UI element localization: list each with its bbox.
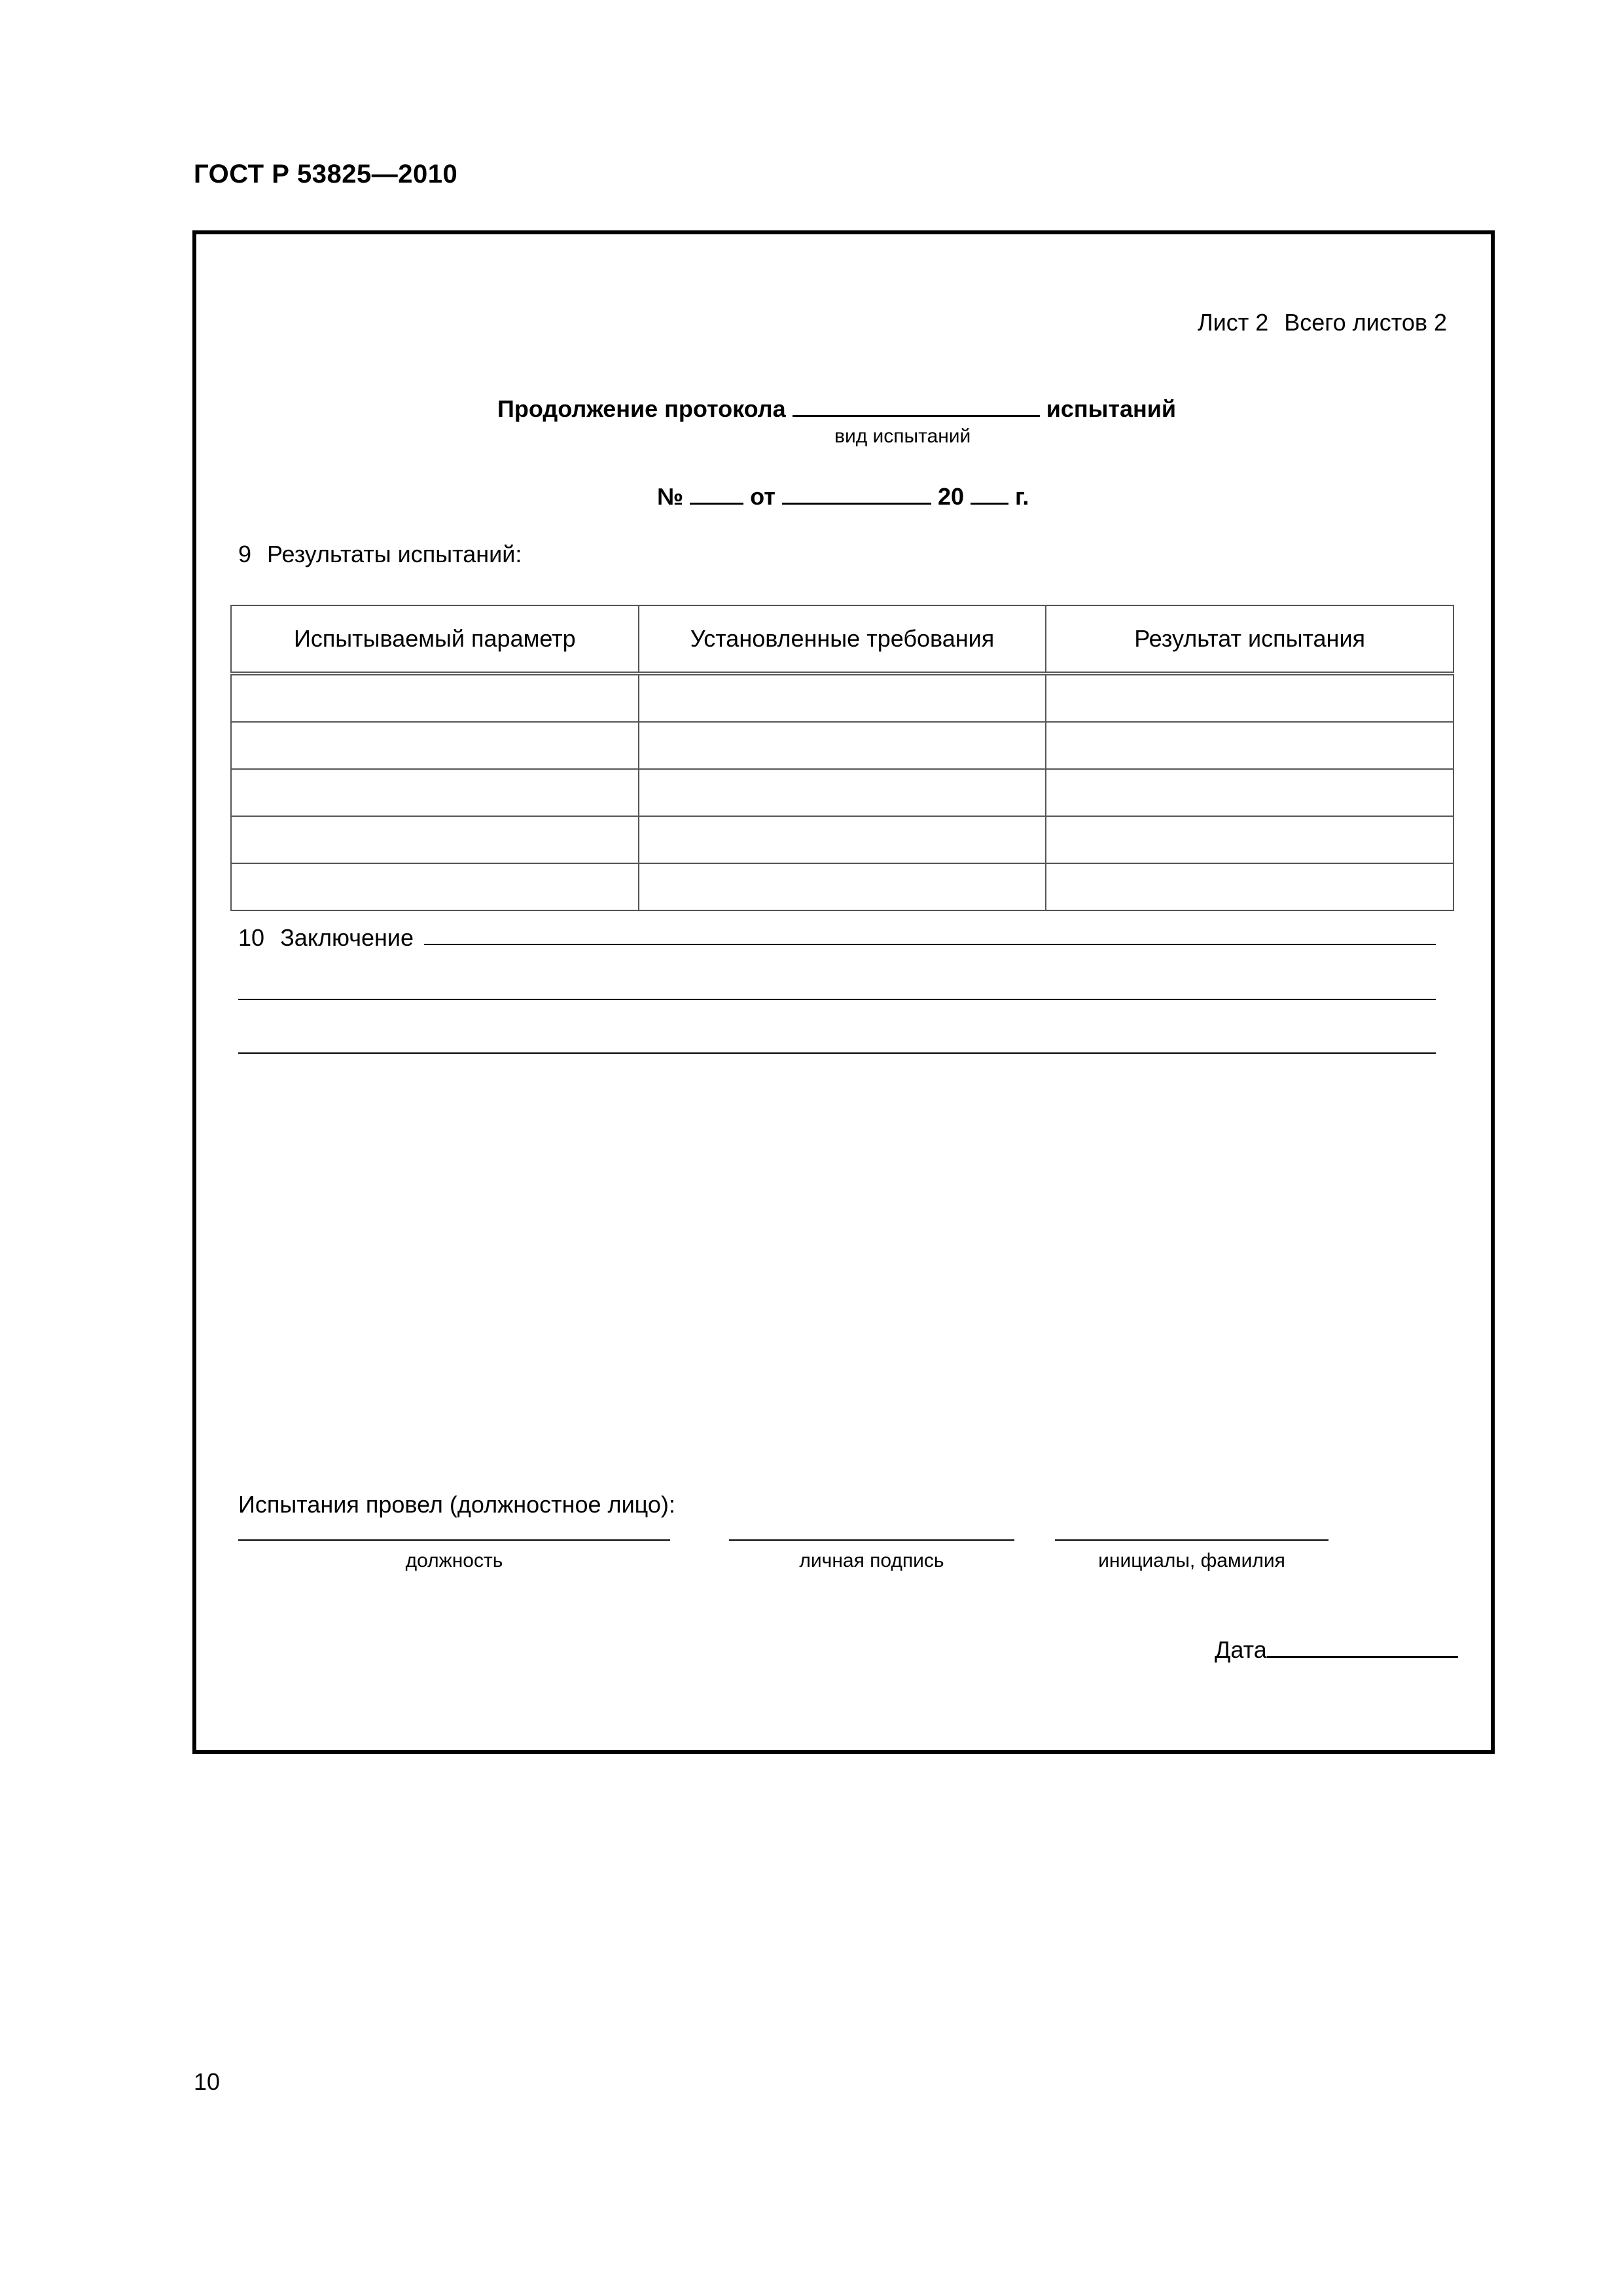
table-cell[interactable] [1046, 816, 1454, 863]
table-row [231, 816, 1454, 863]
test-type-caption: вид испытаний [834, 425, 971, 447]
table-cell[interactable] [231, 722, 639, 769]
section-10-number: 10 [238, 924, 265, 951]
table-row [231, 769, 1454, 816]
section-10-title: Заключение [280, 924, 414, 951]
protocol-form-frame [192, 230, 1495, 1754]
protocol-number-field[interactable] [690, 483, 743, 505]
table-row [231, 863, 1454, 910]
table-cell[interactable] [1046, 722, 1454, 769]
year-suffix: г. [1015, 483, 1029, 510]
date-row [1215, 1636, 1458, 1664]
table-cell[interactable] [231, 769, 639, 816]
number-sign: № [657, 483, 684, 510]
sheet-number: Лист 2 [1198, 309, 1269, 336]
table-row [231, 722, 1454, 769]
date-label: Дата [1215, 1636, 1267, 1663]
table-cell[interactable] [639, 863, 1046, 910]
conclusion-line[interactable] [238, 1052, 1436, 1054]
section-10-heading [238, 924, 414, 952]
section-9-title: Результаты испытаний: [267, 541, 522, 567]
sheet-total: Всего листов 2 [1284, 309, 1448, 336]
table-cell[interactable] [639, 722, 1046, 769]
personal-signature-line[interactable] [729, 1539, 1014, 1541]
column-header-parameter: Испытываемый параметр [231, 605, 639, 673]
name-signature-line[interactable] [1055, 1539, 1329, 1541]
protocol-year-field[interactable] [971, 483, 1008, 505]
column-header-requirements: Установленные требования [639, 605, 1046, 673]
position-caption: должность [405, 1550, 503, 1571]
table-cell[interactable] [231, 863, 639, 910]
table-cell[interactable] [1046, 769, 1454, 816]
protocol-title-prefix: Продолжение протокола [497, 395, 786, 422]
table-cell[interactable] [1046, 863, 1454, 910]
conclusion-line[interactable] [424, 944, 1436, 945]
table-row [231, 673, 1454, 722]
sheet-info [1198, 309, 1447, 336]
document-standard-title: ГОСТ Р 53825—2010 [194, 160, 458, 188]
section-9-number: 9 [238, 541, 252, 567]
test-type-field[interactable] [793, 395, 1040, 417]
table-cell[interactable] [231, 673, 639, 722]
signature-caption: личная подпись [799, 1550, 944, 1571]
table-cell[interactable] [231, 816, 639, 863]
table-header-row [231, 605, 1454, 673]
column-header-result: Результат испытания [1046, 605, 1454, 673]
results-table [230, 605, 1454, 911]
page-number: 10 [194, 2068, 221, 2095]
date-from-label: от [750, 483, 776, 510]
conclusion-line[interactable] [238, 999, 1436, 1000]
protocol-number-line [657, 483, 1029, 511]
protocol-title-suffix: испытаний [1046, 395, 1177, 422]
position-signature-line[interactable] [238, 1539, 670, 1541]
year-prefix: 20 [937, 483, 964, 510]
executed-by-label: Испытания провел (должностное лицо): [238, 1491, 675, 1518]
table-cell[interactable] [639, 816, 1046, 863]
table-cell[interactable] [639, 769, 1046, 816]
table-cell[interactable] [639, 673, 1046, 722]
protocol-date-field[interactable] [782, 483, 931, 505]
name-caption: инициалы, фамилия [1098, 1550, 1285, 1571]
table-cell[interactable] [1046, 673, 1454, 722]
date-field[interactable] [1267, 1636, 1458, 1658]
protocol-title [497, 395, 1176, 423]
section-9-heading [238, 541, 522, 568]
